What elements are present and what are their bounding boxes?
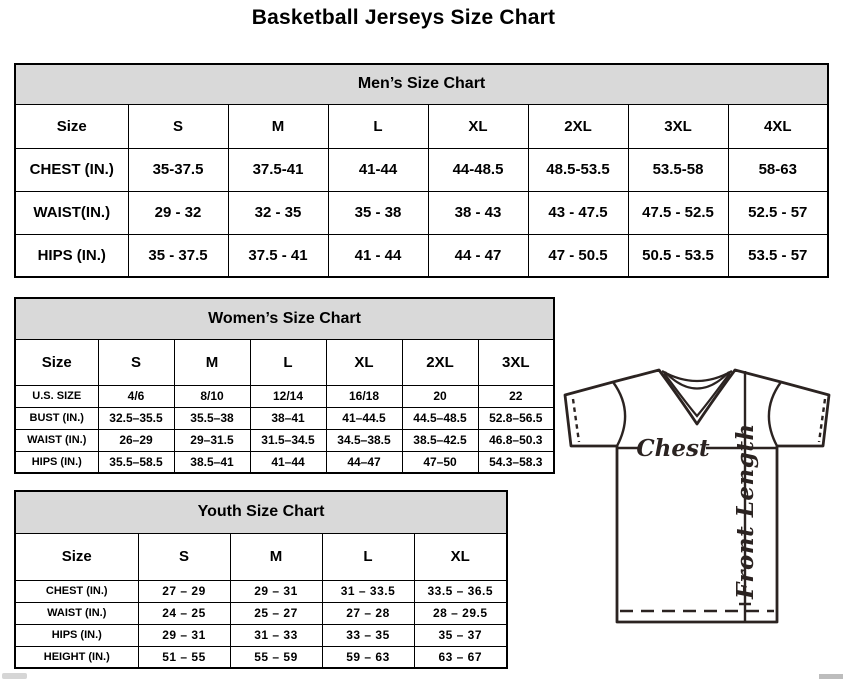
youth-value-cell: 27 – 28 (322, 602, 414, 624)
womens-value-cell: 8/10 (174, 385, 250, 407)
womens-value-cell: 26–29 (98, 429, 174, 451)
youth-header-row (15, 533, 507, 580)
mens-value-cell: 38 - 43 (428, 191, 528, 234)
youth-data-row (15, 624, 507, 646)
youth-value-cell: 29 – 31 (138, 624, 230, 646)
mens-data-row (15, 234, 828, 277)
mens-value-cell: 48.5-53.5 (528, 148, 628, 191)
mens-size-table (14, 63, 829, 278)
youth-value-cell: 31 – 33.5 (322, 580, 414, 602)
youth-row-label: WAIST (IN.) (15, 602, 138, 624)
womens-value-cell: 4/6 (98, 385, 174, 407)
mens-row-label: HIPS (IN.) (15, 234, 128, 277)
jersey-body-outline (565, 370, 829, 622)
womens-column-header-size: Size (15, 339, 98, 385)
womens-data-row (15, 385, 554, 407)
womens-value-cell: 12/14 (250, 385, 326, 407)
youth-row-label: HIPS (IN.) (15, 624, 138, 646)
youth-value-cell: 28 – 29.5 (414, 602, 507, 624)
womens-column-header-3xl: 3XL (478, 339, 554, 385)
mens-value-cell: 50.5 - 53.5 (628, 234, 728, 277)
womens-header-row (15, 339, 554, 385)
mens-table-title: Men’s Size Chart (15, 64, 828, 104)
mens-value-cell: 53.5 - 57 (728, 234, 828, 277)
youth-value-cell: 33.5 – 36.5 (414, 580, 507, 602)
mens-value-cell: 37.5 - 41 (228, 234, 328, 277)
youth-size-table (14, 490, 508, 669)
womens-column-header-s: S (98, 339, 174, 385)
womens-value-cell: 47–50 (402, 451, 478, 473)
womens-size-table (14, 297, 555, 474)
mens-value-cell: 29 - 32 (128, 191, 228, 234)
mens-row-label: CHEST (IN.) (15, 148, 128, 191)
youth-column-header-xl: XL (414, 533, 507, 580)
youth-column-header-m: M (230, 533, 322, 580)
youth-value-cell: 35 – 37 (414, 624, 507, 646)
womens-data-row (15, 407, 554, 429)
womens-value-cell: 32.5–35.5 (98, 407, 174, 429)
mens-value-cell: 37.5-41 (228, 148, 328, 191)
mens-header-row (15, 104, 828, 148)
womens-value-cell: 34.5–38.5 (326, 429, 402, 451)
mens-value-cell: 35 - 37.5 (128, 234, 228, 277)
womens-value-cell: 41–44.5 (326, 407, 402, 429)
womens-table-title: Women’s Size Chart (15, 298, 554, 339)
youth-column-header-l: L (322, 533, 414, 580)
womens-value-cell: 20 (402, 385, 478, 407)
womens-column-header-l: L (250, 339, 326, 385)
youth-value-cell: 25 – 27 (230, 602, 322, 624)
youth-data-row (15, 602, 507, 624)
youth-table-title: Youth Size Chart (15, 491, 507, 533)
mens-value-cell: 53.5-58 (628, 148, 728, 191)
womens-value-cell: 41–44 (250, 451, 326, 473)
front-length-label: Front Length (732, 423, 759, 599)
womens-row-label: HIPS (IN.) (15, 451, 98, 473)
mens-column-header-l: L (328, 104, 428, 148)
youth-value-cell: 27 – 29 (138, 580, 230, 602)
womens-column-header-m: M (174, 339, 250, 385)
womens-row-label: BUST (IN.) (15, 407, 98, 429)
mens-value-cell: 44-48.5 (428, 148, 528, 191)
womens-data-row (15, 429, 554, 451)
youth-value-cell: 29 – 31 (230, 580, 322, 602)
youth-row-label: HEIGHT (IN.) (15, 646, 138, 668)
mens-value-cell: 52.5 - 57 (728, 191, 828, 234)
mens-value-cell: 35 - 38 (328, 191, 428, 234)
youth-data-row (15, 646, 507, 668)
womens-value-cell: 54.3–58.3 (478, 451, 554, 473)
mens-value-cell: 43 - 47.5 (528, 191, 628, 234)
womens-value-cell: 35.5–38 (174, 407, 250, 429)
mens-value-cell: 41-44 (328, 148, 428, 191)
mens-row-label: WAIST(IN.) (15, 191, 128, 234)
jersey-outline-svg (555, 358, 843, 678)
mens-column-header-3xl: 3XL (628, 104, 728, 148)
mens-value-cell: 58-63 (728, 148, 828, 191)
womens-value-cell: 52.8–56.5 (478, 407, 554, 429)
youth-value-cell: 51 – 55 (138, 646, 230, 668)
youth-value-cell: 31 – 33 (230, 624, 322, 646)
womens-value-cell: 35.5–58.5 (98, 451, 174, 473)
youth-value-cell: 63 – 67 (414, 646, 507, 668)
youth-value-cell: 33 – 35 (322, 624, 414, 646)
womens-data-row (15, 451, 554, 473)
mens-column-header-xl: XL (428, 104, 528, 148)
jersey-diagram (555, 358, 843, 678)
womens-value-cell: 31.5–34.5 (250, 429, 326, 451)
womens-value-cell: 38.5–41 (174, 451, 250, 473)
womens-column-header-2xl: 2XL (402, 339, 478, 385)
mens-column-header-s: S (128, 104, 228, 148)
cropped-scrollbar-fragment-right (819, 674, 843, 679)
womens-row-label: U.S. SIZE (15, 385, 98, 407)
womens-column-header-xl: XL (326, 339, 402, 385)
page-title: Basketball Jerseys Size Chart (251, 6, 556, 29)
mens-value-cell: 41 - 44 (328, 234, 428, 277)
youth-data-row (15, 580, 507, 602)
youth-value-cell: 59 – 63 (322, 646, 414, 668)
womens-value-cell: 38–41 (250, 407, 326, 429)
mens-column-header-size: Size (15, 104, 128, 148)
mens-value-cell: 35-37.5 (128, 148, 228, 191)
womens-value-cell: 46.8–50.3 (478, 429, 554, 451)
mens-value-cell: 47 - 50.5 (528, 234, 628, 277)
womens-value-cell: 29–31.5 (174, 429, 250, 451)
womens-value-cell: 38.5–42.5 (402, 429, 478, 451)
womens-value-cell: 16/18 (326, 385, 402, 407)
mens-value-cell: 47.5 - 52.5 (628, 191, 728, 234)
womens-value-cell: 44.5–48.5 (402, 407, 478, 429)
womens-value-cell: 44–47 (326, 451, 402, 473)
youth-value-cell: 55 – 59 (230, 646, 322, 668)
mens-value-cell: 44 - 47 (428, 234, 528, 277)
mens-column-header-2xl: 2XL (528, 104, 628, 148)
mens-value-cell: 32 - 35 (228, 191, 328, 234)
mens-column-header-m: M (228, 104, 328, 148)
youth-value-cell: 24 – 25 (138, 602, 230, 624)
youth-column-header-size: Size (15, 533, 138, 580)
youth-column-header-s: S (138, 533, 230, 580)
womens-row-label: WAIST (IN.) (15, 429, 98, 451)
youth-row-label: CHEST (IN.) (15, 580, 138, 602)
mens-data-row (15, 148, 828, 191)
mens-column-header-4xl: 4XL (728, 104, 828, 148)
chest-label: Chest (636, 435, 710, 462)
mens-data-row (15, 191, 828, 234)
womens-value-cell: 22 (478, 385, 554, 407)
cropped-scrollbar-fragment-left (2, 673, 27, 679)
